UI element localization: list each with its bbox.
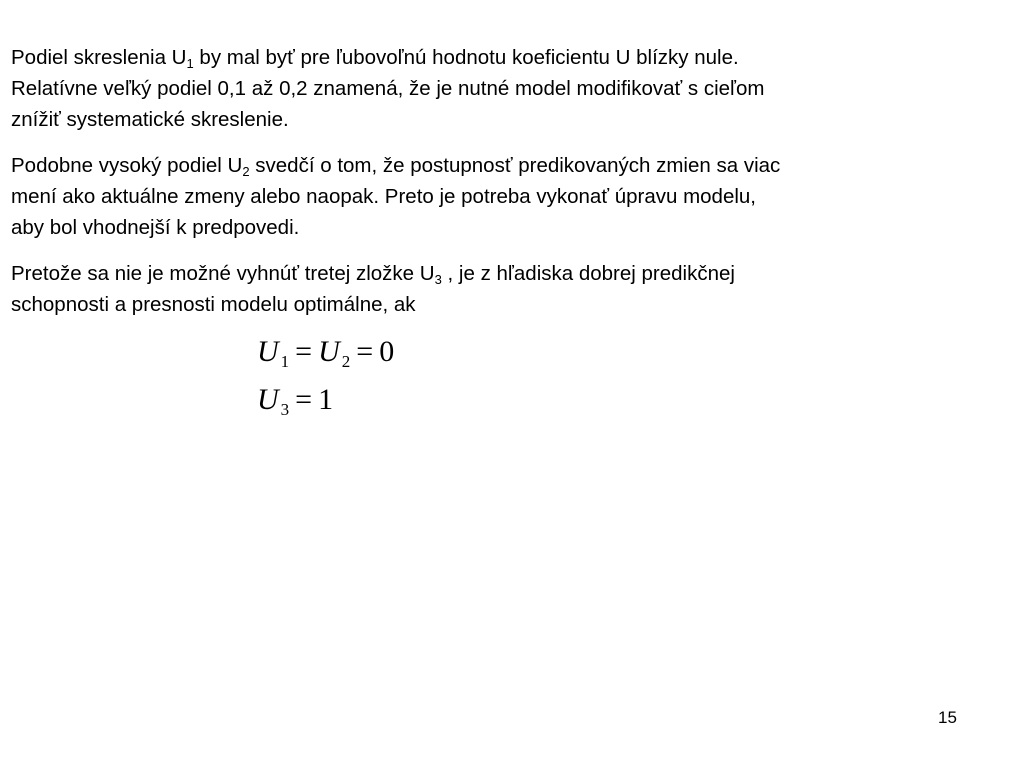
paragraph-podiel-u2 bbox=[11, 150, 1011, 243]
equation-subscript: 2 bbox=[341, 352, 351, 371]
text-segment: by mal byť pre ľubovoľnú hodnotu koeficientu U blízky nule. bbox=[193, 46, 739, 69]
text-segment: Pretože sa nie je možné vyhnúť tretej zložke U bbox=[11, 262, 435, 285]
paragraph-line bbox=[11, 258, 1011, 289]
equals-sign: = bbox=[295, 383, 313, 416]
text-segment: , je z hľadiska dobrej predikčnej bbox=[441, 262, 735, 285]
equals-sign: = bbox=[295, 335, 313, 368]
subscript: 1 bbox=[186, 56, 194, 71]
equation-variable: U bbox=[257, 383, 279, 416]
paragraph-line: schopnosti a presnosti modelu optimálne, ak bbox=[11, 293, 416, 316]
equation-subscript: 3 bbox=[280, 400, 290, 419]
equation-value: 1 bbox=[318, 383, 334, 416]
equation-value: 0 bbox=[379, 335, 395, 368]
subscript: 3 bbox=[434, 272, 442, 287]
paragraph-line: Relatívne veľký podiel 0,1 až 0,2 znamená, že je nutné model modifikovať s cieľom bbox=[11, 77, 765, 100]
equation-subscript: 1 bbox=[280, 352, 290, 371]
equation-u3-one bbox=[257, 382, 333, 422]
paragraph-line: mení ako aktuálne zmeny alebo naopak. Preto je potreba vykonať úpravu modelu, bbox=[11, 185, 757, 208]
paragraph-line: znížiť systematické skreslenie. bbox=[11, 108, 289, 131]
text-segment: Podiel skreslenia U bbox=[11, 46, 187, 69]
paragraph-line: aby bol vhodnejší k predpovedi. bbox=[11, 216, 300, 239]
paragraph-line bbox=[11, 42, 1011, 73]
equals-sign: = bbox=[356, 335, 374, 368]
paragraph-zlozka-u3 bbox=[11, 258, 1011, 320]
paragraph-line bbox=[11, 150, 1011, 181]
subscript: 2 bbox=[242, 164, 250, 179]
equation-variable: U bbox=[318, 335, 340, 368]
text-segment: svedčí o tom, že postupnosť predikovaných zmien sa viac bbox=[249, 154, 781, 177]
equation-u1-u2-zero bbox=[257, 334, 394, 374]
paragraph-skreslenie-u1 bbox=[11, 42, 1011, 135]
text-segment: Podobne vysoký podiel U bbox=[11, 154, 243, 177]
slide-number: 15 bbox=[938, 708, 957, 727]
equation-variable: U bbox=[257, 335, 279, 368]
